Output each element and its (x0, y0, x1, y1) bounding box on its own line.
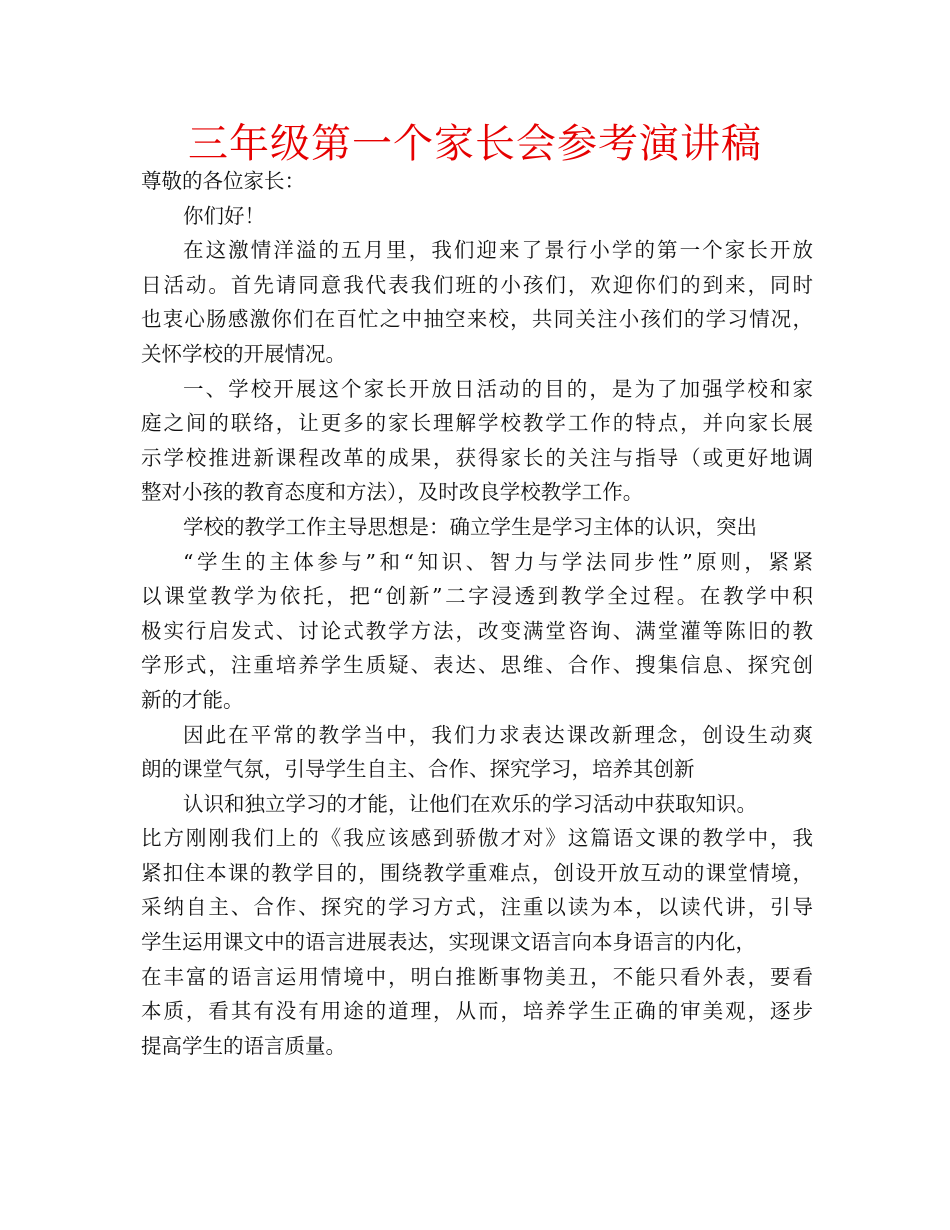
body-line: 新的才能。 (141, 687, 244, 712)
body-line: 关怀学校的开展情况。 (141, 341, 346, 366)
body-line: 日活动。首先请同意我代表我们班的小孩们，欢迎你们的到来，同时 (141, 272, 813, 297)
body-line: 整对小孩的教育态度和方法），及时改良学校教学工作。 (141, 480, 644, 505)
body-line: 庭之间的联络，让更多的家长理解学校教学工作的特点，并向家长展 (141, 411, 813, 436)
body-line: 你们好！ (183, 203, 265, 228)
body-line: 也衷心肠感激你们在百忙之中抽空来校，共同关注小孩们的学习情况， (141, 307, 813, 332)
body-line: 在这激情洋溢的五月里，我们迎来了景行小学的第一个家长开放 (183, 238, 813, 263)
body-line: 学校的教学工作主导思想是：确立学生是学习主体的认识，突出 (183, 514, 757, 539)
body-line: 因此在平常的教学当中，我们力求表达课改新理念，创设生动爽 (183, 722, 813, 747)
body-line: 比方刚刚我们上的《我应该感到骄傲才对》这篇语文课的教学中，我 (141, 826, 813, 851)
body-line: 以课堂教学为依托，把“创新”二字浸透到教学全过程。在教学中积 (141, 584, 813, 609)
body-line: 朗的课堂气氛，引导学生自主、合作、探究学习，培养其创新 (141, 757, 695, 782)
body-line: 紧扣住本课的教学目的，围绕教学重难点，创设开放互动的课堂情境， (141, 860, 813, 885)
body-line: 尊敬的各位家长： (141, 169, 305, 193)
body-line: 学形式，注重培养学生质疑、表达、思维、合作、搜集信息、探究创 (141, 653, 813, 678)
body-line: 在丰富的语言运用情境中，明白推断事物美丑，不能只看外表，要看 (141, 964, 813, 989)
body-line: 示学校推进新课程改革的成果，获得家长的关注与指导（或更好地调 (141, 445, 813, 470)
body-line: 采纳自主、合作、探究的学习方式，注重以读为本，以读代讲，引导 (141, 895, 813, 920)
body-line: 极实行启发式、讨论式教学方法，改变满堂咨询、满堂灌等陈旧的教 (141, 618, 813, 643)
body-line: 学生运用课文中的语言进展表达，实现课文语言向本身语言的内化， (141, 930, 756, 955)
body-line: “学生的主体参与”和“知识、智力与学法同步性”原则，紧紧 (183, 549, 813, 574)
document-body (141, 164, 813, 1063)
document-title: 三年级第一个家长会参考演讲稿 (188, 121, 762, 167)
body-line: 本质，看其有没有用途的道理，从而，培养学生正确的审美观，逐步 (141, 999, 813, 1024)
body-line: 提高学生的语言质量。 (141, 1033, 346, 1058)
body-line: 一、学校开展这个家长开放日活动的目的，是为了加强学校和家 (183, 376, 813, 401)
body-line: 认识和独立学习的才能，让他们在欢乐的学习活动中获取知识。 (183, 791, 757, 816)
